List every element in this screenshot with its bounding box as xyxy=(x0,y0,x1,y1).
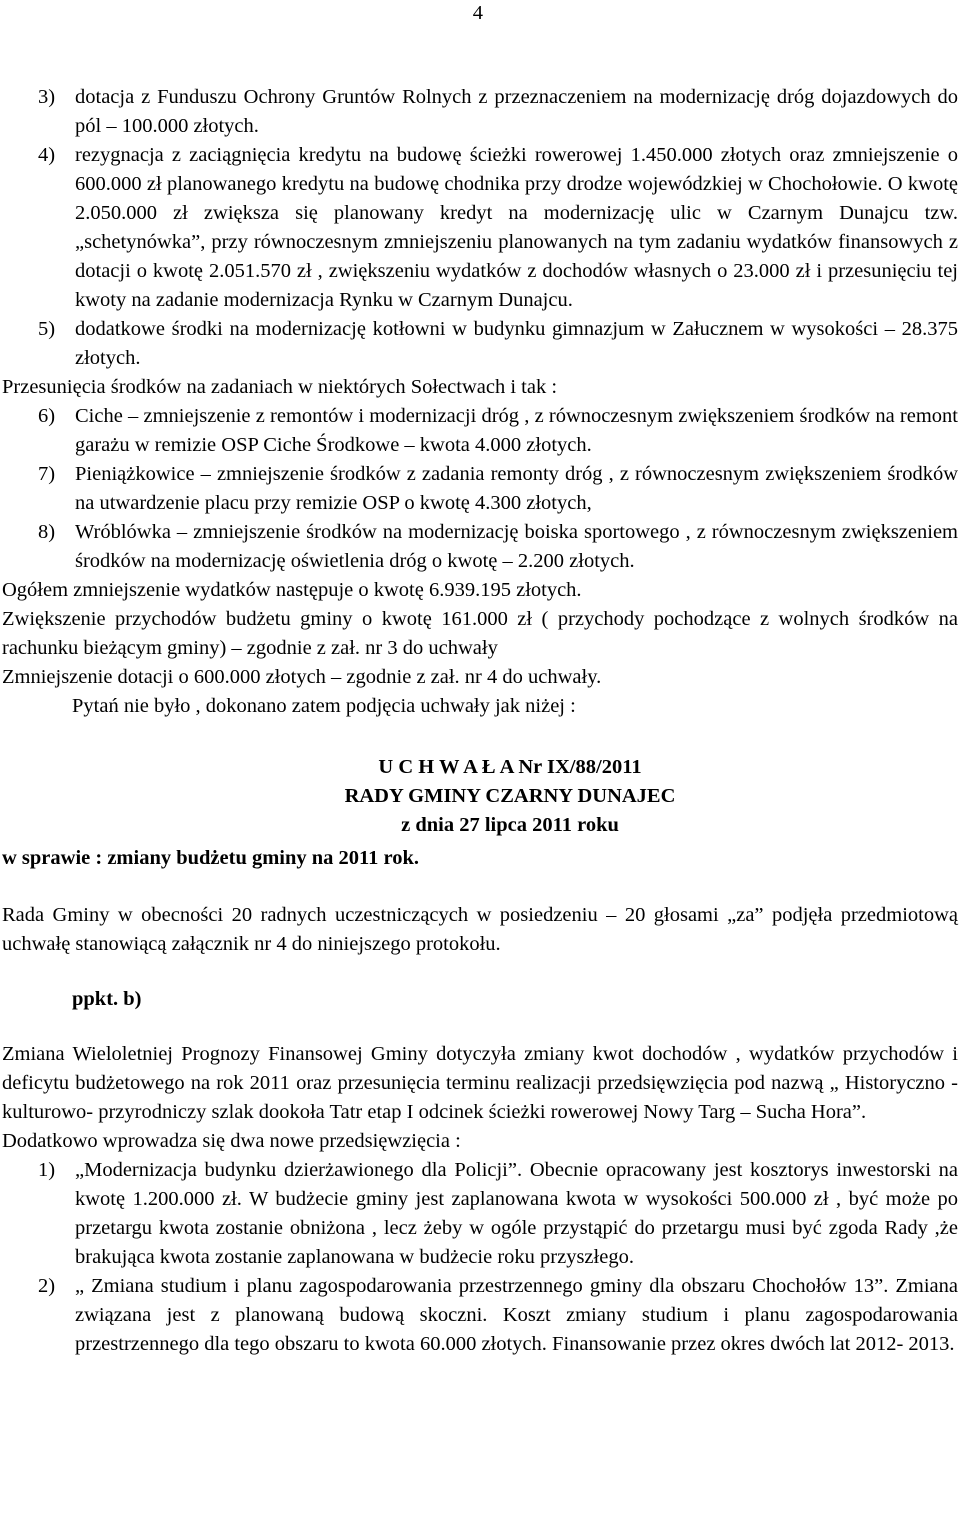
resolution-title: U C H W A Ł A Nr IX/88/2011 xyxy=(378,756,642,778)
list-item-4 xyxy=(2,141,958,315)
list-text: dodatkowe środki na modernizację kotłowni w budynku gimnazjum w Załucznem w wysokości – 28.375 złotych. xyxy=(75,318,958,369)
list-number: 8) xyxy=(38,521,56,543)
list-text: „ Zmiana studium i planu zagospodarowania przestrzennego gminy dla obszaru Chochołów 13”. Zmiana związana jest z planowaną budową skoczni. Koszt zmiany studium i planu zagospodarowania przestrzennego dla tego obszaru to kwota 60.000 złotych. Finansowanie przez okres dwóch lat 2012- 2013. xyxy=(75,1275,958,1355)
new-project-1 xyxy=(2,1156,958,1272)
subpoint-heading: ppkt. b) xyxy=(72,988,142,1010)
list-number: 2) xyxy=(38,1275,56,1297)
list-number: 6) xyxy=(38,405,56,427)
list-item-8 xyxy=(2,518,958,576)
list-number: 4) xyxy=(38,144,56,166)
resolution-date: z dnia 27 lipca 2011 roku xyxy=(401,814,619,836)
list-number: 1) xyxy=(38,1159,56,1181)
list-number: 7) xyxy=(38,463,56,485)
paragraph-zmiana-wpf: Zmiana Wieloletniej Prognozy Finansowej Gminy dotyczyła zmiany kwot dochodów , wydatków przychodów i deficytu budżetowego na rok 2011 oraz przesunięcia terminu realizacji przedsięwzięcia pod nazwą „ Historyczno - kulturowo- przyrodniczy szlak dookoła Tatr etap I odcinek ścieżki rowerowej Nowy Targ – Sucha Hora”. xyxy=(2,1043,958,1123)
new-project-2 xyxy=(2,1272,958,1359)
paragraph-rada: Rada Gminy w obecności 20 radnych uczestniczących w posiedzeniu – 20 głosami „za” podjęła przedmiotową uchwałę stanowiącą załącznik nr 4 do niniejszego protokołu. xyxy=(2,904,958,955)
list-text: Pieniążkowice – zmniejszenie środków z zadania remonty dróg , z równoczesnym zwiększeniem środków na utwardzenie placu przy remizie OSP o kwotę 4.300 złotych, xyxy=(75,463,958,514)
resolution-subject: w sprawie : zmiany budżetu gminy na 2011 rok. xyxy=(2,847,420,869)
list-number: 3) xyxy=(38,86,56,108)
list-item-3 xyxy=(2,83,958,141)
list-text: rezygnacja z zaciągnięcia kredytu na budowę ścieżki rowerowej 1.450.000 złotych oraz zmniejszenie o 600.000 zł planowanego kredytu na budowę chodnika przy drodze wojewódzkiej w Chochołowie. O kwotę 2.050.000 zł zwiększa się planowany kredyt na modernizację ulic w Czarnym Dunajcu tzw. „schetynówka”, przy równoczesnym zmniejszeniu planowanych na tym zadaniu wydatków finansowych z dotacji o kwotę 2.051.570 zł , zwiększeniu wydatków z dochodów własnych o 23.000 zł i przesunięciu tej kwoty na zadanie modernizacja Rynku w Czarnym Dunajcu. xyxy=(75,144,958,311)
paragraph-przesuniecia: Przesunięcia środków na zadaniach w niektórych Sołectwach i tak : xyxy=(2,376,558,398)
page-number: 4 xyxy=(472,2,483,24)
resolution-council: RADY GMINY CZARNY DUNAJEC xyxy=(344,785,676,807)
paragraph-ogolem: Ogółem zmniejszenie wydatków następuje o kwotę 6.939.195 złotych. xyxy=(2,579,582,601)
paragraph-zmniejszenie: Zmniejszenie dotacji o 600.000 złotych – zgodnie z zał. nr 4 do uchwały. xyxy=(2,666,602,688)
paragraph-zwiekszenie: Zwiększenie przychodów budżetu gminy o kwotę 161.000 zł ( przychody pochodzące z wolnych środków na rachunku bieżącym gminy) – zgodnie z zał. nr 3 do uchwały xyxy=(2,608,958,659)
list-item-7 xyxy=(2,460,958,518)
list-text: Ciche – zmniejszenie z remontów i modernizacji dróg , z równoczesnym zwiększeniem środków na remont garażu w remizie OSP Ciche Środkowe – kwota 4.000 złotych. xyxy=(75,405,958,456)
list-text: „Modernizacja budynku dzierżawionego dla Policji”. Obecnie opracowany jest kosztorys inwestorski na kwotę 1.200.000 zł. W budżecie gminy jest zaplanowana kwota w wysokości 500.000 zł , być może po przetargu kwota zostanie obniżona , lecz żeby w ogóle przystąpić do przetargu musi być zgoda Rady ,że brakująca kwota zostanie zaplanowana w budżecie roku przyszłego. xyxy=(75,1159,958,1268)
list-item-5 xyxy=(2,315,958,373)
list-number: 5) xyxy=(38,318,56,340)
document-body xyxy=(2,83,958,1359)
paragraph-dodatkowo: Dodatkowo wprowadza się dwa nowe przedsięwzięcia : xyxy=(2,1130,461,1152)
list-text: Wróblówka – zmniejszenie środków na modernizację boiska sportowego , z równoczesnym zwiększeniem środków na modernizację oświetlenia dróg o kwotę – 2.200 złotych. xyxy=(75,521,958,572)
list-item-6 xyxy=(2,402,958,460)
paragraph-pytan: Pytań nie było , dokonano zatem podjęcia uchwały jak niżej : xyxy=(72,695,576,717)
list-text: dotacja z Funduszu Ochrony Gruntów Rolnych z przeznaczeniem na modernizację dróg dojazdowych do pól – 100.000 złotych. xyxy=(75,86,958,137)
